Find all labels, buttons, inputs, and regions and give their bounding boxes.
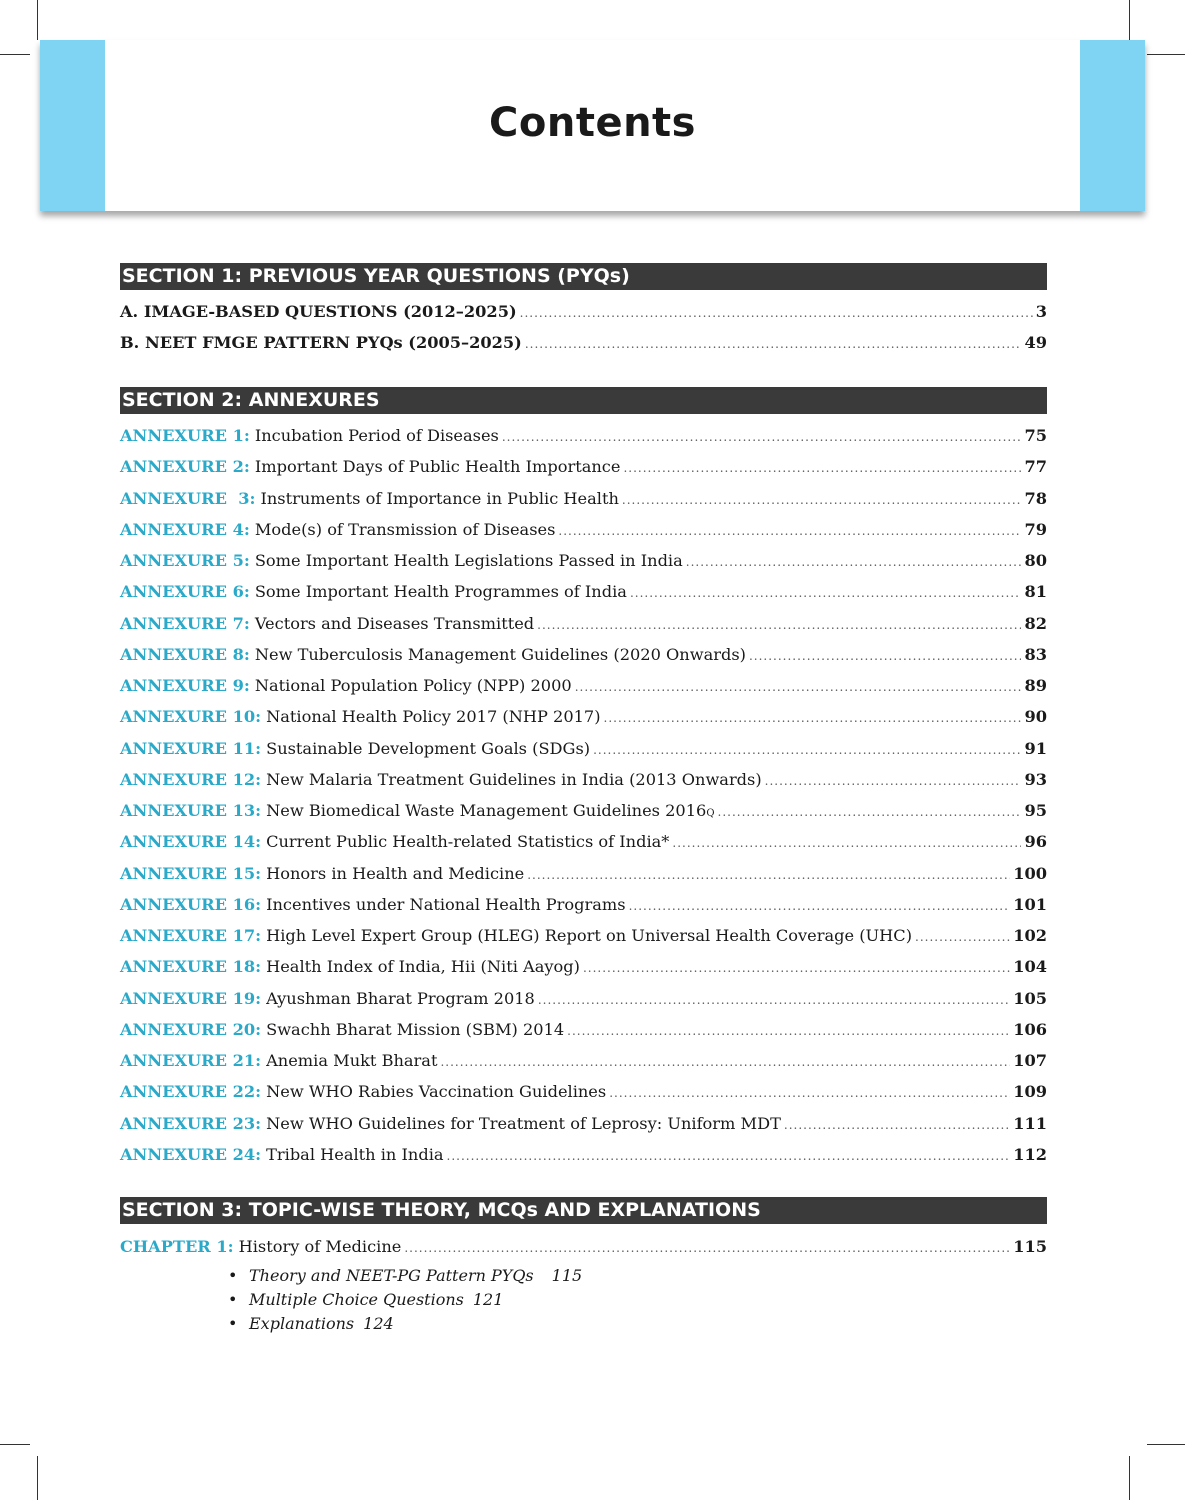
- toc-entry-title: Anemia Mukt Bharat: [266, 1051, 438, 1070]
- toc-entry[interactable]: [120, 457, 1047, 481]
- toc-entry-label: ANNEXURE 19:: [120, 988, 262, 1008]
- dot-leader: [538, 993, 1010, 1007]
- toc-entry-title: Vectors and Diseases Transmitted: [254, 613, 535, 633]
- toc-entry[interactable]: [120, 1145, 1047, 1169]
- toc-entry-label: ANNEXURE 2:: [120, 457, 250, 477]
- sub-topic-item[interactable]: [228, 1290, 503, 1309]
- toc-entry[interactable]: [120, 989, 1047, 1013]
- dot-leader: [672, 836, 1021, 850]
- toc-entry-page-number: 80: [1024, 551, 1047, 570]
- dot-leader: [593, 743, 1021, 757]
- toc-entry-label: ANNEXURE 14:: [120, 832, 262, 852]
- crop-mark: [1129, 0, 1130, 40]
- toc-entry[interactable]: [120, 551, 1047, 575]
- dot-leader: [784, 1118, 1010, 1132]
- toc-entry-page-number: 81: [1024, 582, 1047, 602]
- toc-entry[interactable]: [120, 832, 1047, 856]
- toc-entry-title: Sustainable Development Goals (SDGs): [266, 738, 591, 758]
- dot-leader: [915, 930, 1010, 944]
- sub-topic-title: Theory and NEET-PG Pattern PYQs: [249, 1266, 534, 1285]
- crop-mark: [0, 1444, 30, 1445]
- dot-leader: [567, 1024, 1010, 1038]
- toc-entry-title: New WHO Guidelines for Treatment of Leprosy: Uniform MDT: [266, 1113, 781, 1133]
- toc-entry[interactable]: [120, 707, 1047, 731]
- toc-entry-page-number: 96: [1024, 832, 1047, 852]
- toc-entry-label: ANNEXURE 11:: [120, 738, 262, 758]
- toc-entry[interactable]: [120, 1114, 1047, 1138]
- sub-topic-page-number: 124: [363, 1314, 394, 1333]
- toc-entry-title: Some Important Health Programmes of India: [254, 582, 627, 602]
- dot-leader: [629, 899, 1011, 913]
- section-heading: SECTION 3: TOPIC-WISE THEORY, MCQs AND EXPLANATIONS: [120, 1197, 1047, 1224]
- toc-entry-page-number: 83: [1024, 644, 1047, 664]
- toc-entry-page-number: 79: [1024, 519, 1047, 539]
- toc-entry[interactable]: [120, 801, 1047, 825]
- toc-entry-title: Swachh Bharat Mission (SBM) 2014: [266, 1019, 565, 1039]
- toc-entry-label: ANNEXURE 12:: [120, 769, 262, 789]
- toc-entry-page-number: 115: [1013, 1237, 1047, 1256]
- toc-entry[interactable]: [120, 1020, 1047, 1044]
- toc-entry-label: ANNEXURE 5:: [120, 551, 250, 570]
- toc-entry-page-number: 101: [1013, 894, 1047, 914]
- toc-entry-title: Ayushman Bharat Program 2018: [266, 988, 535, 1008]
- dot-leader: [765, 774, 1022, 788]
- toc-entry-page-number: 82: [1024, 613, 1047, 633]
- dot-leader: [609, 1086, 1010, 1100]
- dot-leader: [622, 493, 1022, 507]
- toc-entry-page-number: 111: [1013, 1113, 1047, 1133]
- dot-leader: [583, 961, 1010, 975]
- toc-entry[interactable]: [120, 739, 1047, 763]
- toc-entry[interactable]: [120, 333, 1047, 357]
- toc-entry[interactable]: [120, 489, 1047, 513]
- section-heading: SECTION 1: PREVIOUS YEAR QUESTIONS (PYQs): [120, 263, 1047, 290]
- toc-entry-label: ANNEXURE 23:: [120, 1113, 262, 1133]
- toc-entry-title: New Malaria Treatment Guidelines in India (2013 Onwards): [266, 769, 762, 789]
- toc-entry[interactable]: [120, 676, 1047, 700]
- page-title: Contents: [489, 100, 696, 146]
- crop-mark: [37, 1456, 38, 1500]
- toc-entry[interactable]: [120, 926, 1047, 950]
- toc-entry-title: History of Medicine: [238, 1237, 402, 1256]
- toc-entry[interactable]: [120, 582, 1047, 606]
- toc-entry-page-number: 3: [1035, 302, 1047, 321]
- toc-entry-page-number: 49: [1024, 333, 1047, 353]
- toc-entry-title: New Biomedical Waste Management Guidelines 2016: [266, 801, 707, 820]
- toc-entry-page-number: 112: [1013, 1144, 1047, 1164]
- toc-entry-page-number: 95: [1024, 801, 1047, 820]
- crop-mark: [1147, 54, 1185, 55]
- toc-entry-title: National Health Policy 2017 (NHP 2017): [266, 707, 601, 727]
- dot-leader: [502, 430, 1022, 444]
- dot-leader: [575, 680, 1022, 694]
- toc-entry[interactable]: [120, 302, 1047, 326]
- toc-entry-label: ANNEXURE 13:: [120, 801, 262, 820]
- toc-entry[interactable]: [120, 770, 1047, 794]
- toc-entry-label: ANNEXURE 8:: [120, 644, 250, 664]
- dot-leader: [404, 1241, 1010, 1255]
- toc-entry-label: ANNEXURE 1:: [120, 426, 250, 445]
- toc-entry-page-number: 78: [1024, 488, 1047, 508]
- toc-entry-title: Tribal Health in India: [266, 1144, 444, 1164]
- toc-entry-page-number: 93: [1024, 769, 1047, 789]
- toc-entry[interactable]: [120, 1237, 1047, 1261]
- toc-entry-title: New WHO Rabies Vaccination Guidelines: [266, 1082, 607, 1102]
- dot-leader: [686, 555, 1022, 569]
- toc-entry-page-number: 109: [1013, 1082, 1047, 1102]
- toc-entry-superscript: Q: [706, 808, 715, 819]
- toc-entry-title: Mode(s) of Transmission of Diseases: [254, 519, 556, 539]
- toc-entry-label: ANNEXURE 21:: [120, 1051, 262, 1070]
- toc-entry-page-number: 107: [1013, 1051, 1047, 1070]
- toc-entry[interactable]: [120, 614, 1047, 638]
- dot-leader: [527, 868, 1010, 882]
- dot-leader: [447, 1149, 1011, 1163]
- toc-entry[interactable]: [120, 520, 1047, 544]
- dot-leader: [604, 711, 1022, 725]
- dot-leader: [623, 461, 1021, 475]
- toc-entry-label: ANNEXURE 22:: [120, 1082, 262, 1102]
- toc-entry-label: ANNEXURE 17:: [120, 926, 262, 945]
- toc-entry-label: ANNEXURE 15:: [120, 863, 262, 883]
- sub-topic-item[interactable]: [228, 1266, 582, 1285]
- dot-leader: [749, 649, 1022, 663]
- toc-entry-page-number: 89: [1024, 676, 1047, 695]
- toc-entry[interactable]: [120, 1051, 1047, 1075]
- toc-entry-label: ANNEXURE 18:: [120, 957, 262, 977]
- toc-entry-title: National Population Policy (NPP) 2000: [254, 676, 572, 695]
- toc-entry-label: ANNEXURE 20:: [120, 1019, 262, 1039]
- toc-entry-label: A. IMAGE-BASED QUESTIONS (2012–2025): [120, 302, 517, 321]
- toc-entry[interactable]: [120, 864, 1047, 888]
- toc-entry-label: CHAPTER 1:: [120, 1237, 234, 1256]
- toc-entry[interactable]: [120, 645, 1047, 669]
- sub-topic-item[interactable]: [228, 1314, 394, 1333]
- toc-entry[interactable]: [120, 895, 1047, 919]
- dot-leader: [525, 337, 1022, 351]
- dot-leader: [558, 524, 1021, 538]
- dot-leader: [440, 1055, 1010, 1069]
- toc-entry-title: Current Public Health-related Statistics of India*: [266, 832, 670, 852]
- toc-entry-page-number: 77: [1024, 457, 1047, 477]
- crop-mark: [1147, 1444, 1185, 1445]
- crop-mark: [37, 0, 38, 40]
- sub-topic-title: Explanations: [249, 1314, 355, 1333]
- toc-entry-page-number: 105: [1013, 988, 1047, 1008]
- toc-entry-page-number: 106: [1013, 1019, 1047, 1039]
- toc-entry-label: ANNEXURE 9:: [120, 676, 250, 695]
- dot-leader: [520, 306, 1033, 320]
- toc-entry-title: Some Important Health Legislations Passed in India: [254, 551, 683, 570]
- dot-leader: [718, 805, 1022, 819]
- section-heading: SECTION 2: ANNEXURES: [120, 387, 1047, 414]
- toc-entry-title: Instruments of Importance in Public Health: [260, 488, 619, 508]
- bullet-icon: •: [228, 1314, 238, 1333]
- toc-entry-title: Important Days of Public Health Importance: [254, 457, 621, 477]
- toc-entry[interactable]: [120, 957, 1047, 981]
- crop-mark: [0, 54, 30, 55]
- toc-entry-label: ANNEXURE 7:: [120, 613, 250, 633]
- toc-entry-page-number: 90: [1024, 707, 1047, 727]
- toc-entry-title: Incubation Period of Diseases: [254, 426, 499, 445]
- toc-entry-label: ANNEXURE 16:: [120, 894, 262, 914]
- toc-entry-title: New Tuberculosis Management Guidelines (2020 Onwards): [254, 644, 746, 664]
- toc-entry-page-number: 102: [1013, 926, 1047, 945]
- toc-entry[interactable]: [120, 1082, 1047, 1106]
- toc-entry-label: ANNEXURE 10:: [120, 707, 262, 727]
- sub-topic-page-number: 121: [472, 1290, 504, 1309]
- toc-entry-label: ANNEXURE 6:: [120, 582, 250, 602]
- sub-topic-page-number: 115: [551, 1266, 583, 1285]
- toc-entry-label: ANNEXURE 24:: [120, 1144, 262, 1164]
- toc-entry-label: ANNEXURE 4:: [120, 519, 250, 539]
- toc-entry-title: High Level Expert Group (HLEG) Report on Universal Health Coverage (UHC): [266, 926, 913, 945]
- toc-entry-page-number: 104: [1013, 957, 1047, 977]
- bullet-icon: •: [228, 1266, 238, 1285]
- crop-mark: [1129, 1456, 1130, 1500]
- toc-entry-page-number: 100: [1013, 863, 1047, 883]
- toc-entry-label: B. NEET FMGE PATTERN PYQs (2005–2025): [120, 333, 522, 353]
- dot-leader: [537, 618, 1021, 632]
- bullet-icon: •: [228, 1290, 238, 1309]
- dot-leader: [630, 586, 1022, 600]
- toc-entry-page-number: 75: [1024, 426, 1047, 445]
- toc-entry[interactable]: [120, 426, 1047, 450]
- toc-entry-title: Health Index of India, Hii (Niti Aayog): [266, 957, 580, 977]
- sub-topic-title: Multiple Choice Questions: [249, 1290, 464, 1309]
- toc-entry-page-number: 91: [1024, 738, 1047, 758]
- toc-entry-label: ANNEXURE 3:: [120, 488, 256, 508]
- toc-entry-title: Incentives under National Health Programs: [266, 894, 626, 914]
- toc-entry-title: Honors in Health and Medicine: [266, 863, 525, 883]
